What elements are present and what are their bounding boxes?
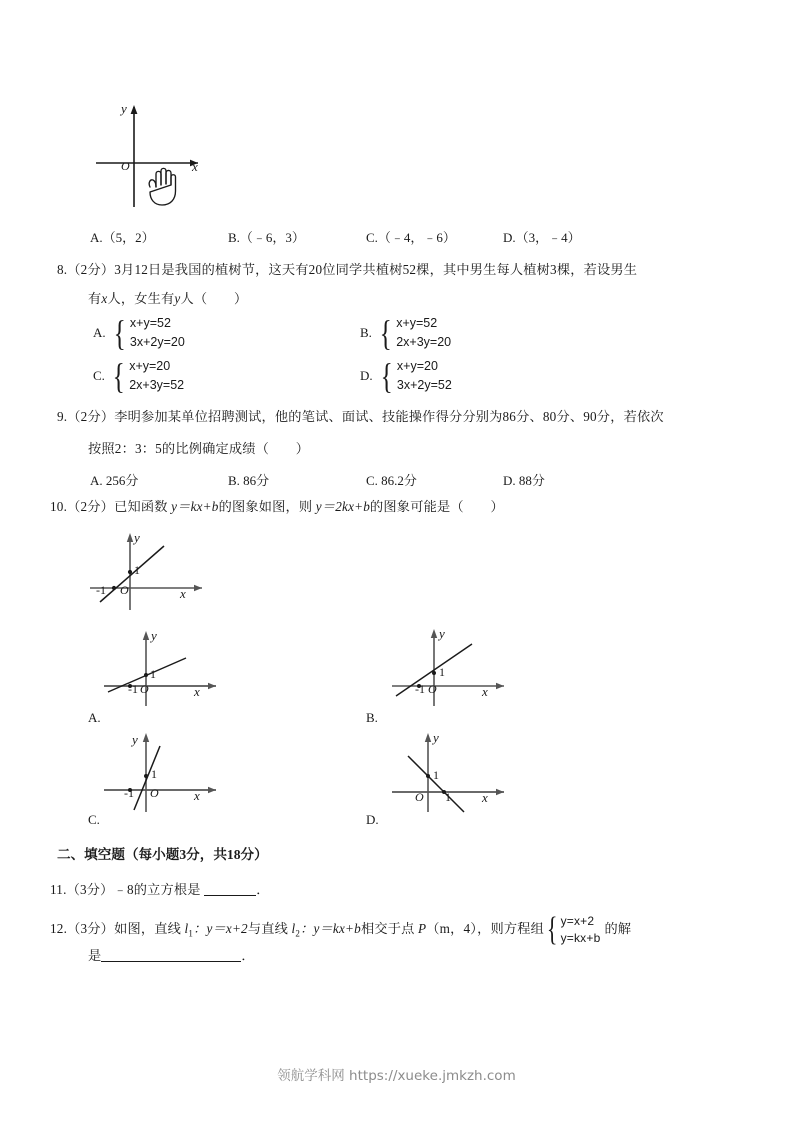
option-a-origin-label: O	[140, 682, 149, 696]
option-text: 86分	[243, 473, 270, 488]
question7-axes-svg	[88, 95, 208, 210]
question8-stem-line2	[88, 290, 247, 307]
question8-option-a[interactable]	[93, 314, 185, 352]
question12-stem-line2	[88, 947, 255, 964]
option-a-tick-x: -1	[128, 682, 138, 696]
question12-line2-equation: ：y＝kx+b	[300, 921, 361, 937]
question8-option-b[interactable]	[360, 314, 451, 352]
question10-ref-tick-y: 1	[134, 563, 140, 577]
option-d-y-label: y	[433, 730, 439, 745]
question9-option-b[interactable]	[228, 470, 269, 489]
option-text: （3，﹣4）	[515, 230, 581, 245]
equation-2: 2x+3y=52	[129, 378, 185, 392]
question11-points: （3分）	[66, 882, 114, 897]
question12-stem-line1	[50, 913, 631, 947]
question10-option-a-graph[interactable]	[98, 628, 228, 708]
equation-1: x+y=52	[129, 316, 171, 330]
question10-option-d-graph[interactable]	[386, 730, 516, 814]
question10-ref-y-label: y	[134, 530, 140, 545]
footer-watermark: 领航学科网 https://xueke.jmkzh.com	[277, 1068, 516, 1084]
option-c-tick-y: 1	[151, 767, 157, 781]
option-letter: A.	[90, 230, 103, 245]
option-letter: A.	[90, 473, 103, 488]
option-d-tick-x: 1	[445, 790, 451, 804]
question11-number: 11.	[50, 882, 67, 897]
question7-figure	[88, 95, 208, 210]
question10-option-d-label[interactable]: D.	[366, 812, 379, 827]
question8-points: （2分）	[67, 262, 115, 277]
question12-line1-equation: ：y＝x+2	[193, 921, 248, 937]
question7-origin-label: O	[121, 159, 130, 173]
option-b-x-label: x	[482, 684, 488, 699]
brace-icon: {	[380, 356, 393, 396]
option-letter: C.	[366, 473, 378, 488]
option-b-origin-label: O	[428, 682, 437, 696]
question12-post: 相交于点	[360, 921, 415, 937]
option-text: 88分	[518, 473, 545, 488]
question9-option-d[interactable]	[503, 470, 545, 489]
option-text: （5，2）	[102, 230, 155, 245]
option-d-axes-svg	[386, 730, 516, 814]
option-text: （﹣4，﹣6）	[377, 230, 456, 245]
option-letter: B.	[228, 230, 240, 245]
question12-line2-subscript: 2	[295, 928, 301, 939]
equation-1: x+y=52	[396, 316, 438, 330]
option-d-tick-y: 1	[433, 768, 439, 782]
question10-points: （2分）	[67, 499, 115, 514]
equation-2: 3x+2y=52	[396, 378, 452, 392]
question10-function-2: y＝2kx+b	[315, 499, 371, 514]
brace-icon: {	[112, 356, 125, 396]
question11-answer-blank[interactable]	[204, 895, 256, 896]
option-c-x-label: x	[194, 788, 200, 803]
question10-option-c-graph[interactable]	[98, 730, 228, 814]
option-letter: C.	[366, 230, 378, 245]
question11-tail: ．	[256, 882, 270, 897]
question7-option-d[interactable]	[503, 227, 581, 246]
option-d-x-label: x	[482, 790, 488, 805]
option-letter: B.	[228, 473, 240, 488]
question12-pre: 如图，直线	[114, 921, 181, 937]
question8-var-y: y	[174, 291, 181, 306]
question10-ref-tick-x: -1	[96, 583, 106, 597]
option-d-origin-label: O	[415, 790, 424, 804]
question12-answer-blank[interactable]	[101, 961, 241, 962]
question10-option-b-label[interactable]: B.	[366, 710, 378, 725]
option-a-y-label: y	[151, 628, 157, 643]
brace-icon: {	[546, 911, 558, 948]
question12-tail: 的解	[604, 921, 632, 937]
option-c-axes-svg	[98, 730, 228, 814]
question10-function-1: y＝kx+b	[171, 499, 219, 514]
question10-text-mid: 的图象如图，则	[218, 499, 313, 514]
question10-reference-graph	[82, 528, 212, 613]
question8-option-c[interactable]	[93, 357, 184, 395]
option-b-y-label: y	[439, 626, 445, 641]
option-c-origin-label: O	[150, 786, 159, 800]
option-letter: C.	[93, 368, 105, 383]
section-2-heading: 二、填空题（每小题3分，共18分）	[57, 847, 268, 862]
question10-option-c-label[interactable]: C.	[88, 812, 100, 827]
question12-point-coord: （m，4），则方程组	[426, 921, 545, 937]
question9-option-c[interactable]	[366, 470, 417, 489]
question10-ref-x-label: x	[180, 586, 186, 601]
question8-line2-pre: 有	[88, 291, 102, 306]
question7-option-b[interactable]	[228, 227, 305, 246]
question12-mid: 与直线	[247, 921, 289, 937]
option-b-axes-svg	[386, 626, 516, 708]
question11-text: ﹣8的立方根是	[113, 882, 201, 897]
option-letter: D.	[503, 230, 516, 245]
option-text: 86.2分	[381, 473, 417, 488]
question8-number: 8.	[57, 262, 68, 277]
question9-stem-line1	[57, 408, 664, 425]
question12-system	[544, 913, 600, 947]
option-text: 256分	[105, 473, 139, 488]
question12-line1-symbol: l	[184, 921, 189, 937]
equation-1: x+y=20	[396, 359, 438, 373]
brace-icon: {	[379, 313, 392, 353]
question12-number: 12.	[50, 921, 68, 937]
question12-line2-pre: 是	[88, 948, 102, 963]
equation-2: y=kx+b	[560, 931, 601, 945]
equation-2: 2x+3y=20	[396, 335, 452, 349]
question10-text-post: 的图象可能是（ ）	[370, 499, 504, 514]
option-a-axes-svg	[98, 628, 228, 708]
question7-option-a[interactable]	[90, 227, 155, 246]
question8-text: 3月12日是我国的植树节，这天有20位同学共植树52棵，其中男生每人植树3棵，若设男生	[114, 262, 638, 277]
question8-line2-mid: 人，女生有	[107, 291, 175, 306]
option-letter: D.	[360, 368, 373, 383]
option-a-tick-y: 1	[150, 667, 156, 681]
question12-line2-symbol: l	[291, 921, 296, 937]
question7-option-c[interactable]	[366, 227, 456, 246]
option-b-tick-x: -1	[415, 682, 425, 696]
question8-line2-post: 人（ ）	[180, 291, 248, 306]
question10-number: 10.	[50, 499, 68, 514]
option-letter: B.	[360, 325, 372, 340]
equation-2: 3x+2y=20	[129, 335, 185, 349]
question8-stem-line1	[57, 261, 637, 278]
question10-option-b-graph[interactable]	[386, 626, 516, 708]
brace-icon: {	[113, 313, 126, 353]
equation-1: x+y=20	[129, 359, 171, 373]
option-b-tick-y: 1	[439, 665, 445, 679]
question10-text-pre: 已知函数	[114, 499, 168, 514]
question9-text: 李明参加某单位招聘测试，他的笔试、面试、技能操作得分分别为86分、80分、90分，若依次	[114, 409, 664, 424]
option-c-y-label: y	[132, 732, 138, 747]
option-a-x-label: x	[194, 684, 200, 699]
question11-stem	[50, 881, 270, 898]
question10-reference-axes-svg	[82, 528, 212, 613]
question12-point-p: P	[418, 921, 427, 937]
question7-y-axis-label: y	[121, 101, 127, 116]
question10-option-a-label[interactable]: A.	[88, 710, 101, 725]
question12-points: （3分）	[67, 921, 115, 937]
option-c-tick-x: -1	[124, 786, 134, 800]
option-letter: D.	[503, 473, 516, 488]
question9-option-a[interactable]	[90, 470, 138, 489]
option-text: （﹣6，3）	[239, 230, 305, 245]
question12-line1-subscript: 1	[188, 928, 194, 939]
question9-points: （2分）	[67, 409, 115, 424]
question9-number: 9.	[57, 409, 68, 424]
question10-stem	[50, 498, 504, 515]
question9-stem-line2: 按照2：3：5的比例确定成绩（ ）	[88, 441, 310, 456]
question8-option-d[interactable]	[360, 357, 452, 395]
equation-1: y=x+2	[560, 914, 595, 928]
question8-var-x: x	[101, 291, 108, 306]
question12-line2-tail: ．	[241, 948, 255, 963]
question7-x-axis-label: x	[192, 159, 198, 174]
question10-ref-origin-label: O	[120, 583, 129, 597]
option-letter: A.	[93, 325, 106, 340]
